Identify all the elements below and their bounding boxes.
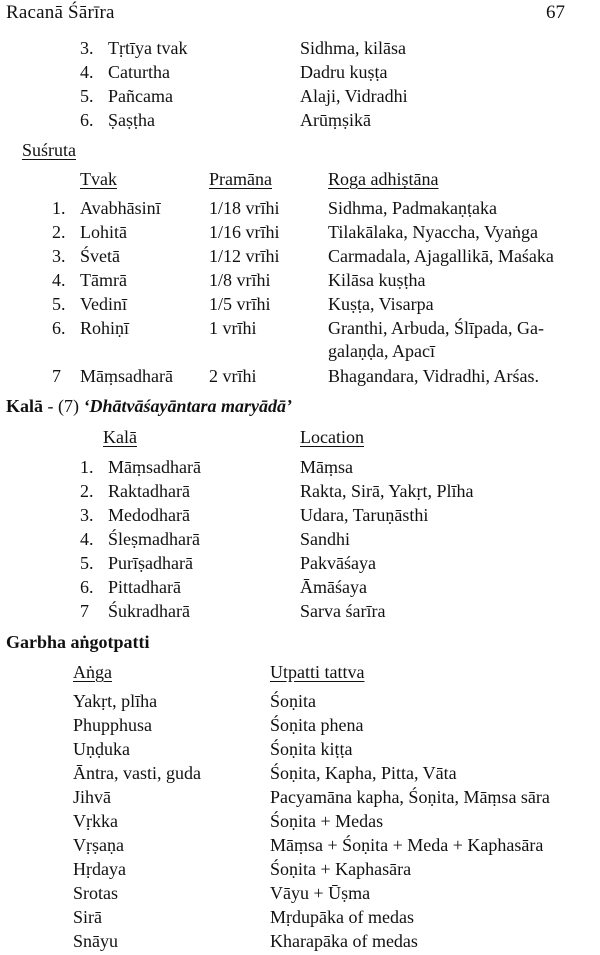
row-kala: Medodharā (108, 505, 190, 525)
row-tattva: Śoṇita + Medas (270, 811, 384, 831)
row-roga: Bhagandara, Vidradhi, Arśas. (328, 366, 540, 386)
row-tvak: Śvetā (80, 246, 120, 266)
row-number: 1. (52, 198, 66, 218)
list-item-name: Caturtha (108, 62, 170, 82)
list-item-number: 6. (80, 110, 94, 130)
row-pramana: 1 vrīhi (209, 318, 257, 338)
list-item-value: Dadru kuṣṭa (300, 62, 388, 82)
row-anga: Jihvā (73, 787, 111, 807)
list-item-name: Ṣaṣṭha (108, 110, 155, 130)
row-number: 5. (80, 553, 94, 573)
row-tattva: Śoṇita (270, 691, 317, 711)
row-tattva: Śoṇita + Kaphasāra (270, 859, 412, 879)
row-anga: Vṛṣaṇa (73, 835, 124, 855)
row-anga: Phupphusa (73, 715, 153, 735)
row-roga: Kilāsa kuṣṭha (328, 270, 426, 290)
row-location: Āmāśaya (300, 577, 367, 597)
row-number: 5. (52, 294, 66, 314)
row-tattva: Māṃsa + Śoṇita + Meda + Kaphasāra (270, 835, 544, 855)
column-header-location: Location (300, 427, 364, 447)
row-pramana: 1/16 vrīhi (209, 222, 280, 242)
list-item-number: 5. (80, 86, 94, 106)
row-location: Udara, Taruṇāsthi (300, 505, 429, 525)
row-tvak: Māṃsadharā (80, 366, 173, 386)
row-anga: Vṛkka (73, 811, 118, 831)
garbha-heading: Garbha aṅgotpatti (6, 632, 150, 652)
row-number: 2. (52, 222, 66, 242)
row-anga: Āntra, vasti, guda (73, 763, 201, 783)
row-kala: Māṃsadharā (108, 457, 201, 477)
column-header-anga: Aṅga (73, 662, 112, 682)
list-item-name: Pañcama (108, 86, 173, 106)
row-roga: Granthi, Arbuda, Ślīpada, Ga- (328, 318, 544, 338)
row-tattva: Vāyu + Ūṣma (270, 883, 371, 903)
row-location: Sarva śarīra (300, 601, 386, 621)
row-kala: Raktadharā (108, 481, 190, 501)
row-number: 6. (52, 318, 66, 338)
page-number: 67 (546, 2, 565, 23)
row-tattva: Śoṇita, Kapha, Pitta, Vāta (270, 763, 457, 783)
row-kala: Śukradharā (108, 601, 190, 621)
column-header-pramana: Pramāna (209, 169, 272, 189)
row-roga: Tilakālaka, Nyaccha, Vyaṅga (328, 222, 538, 242)
row-anga: Yakṛt, plīha (73, 691, 158, 711)
row-tattva: Śoṇita phena (270, 715, 364, 735)
row-tattva: Śoṇita kiṭṭa (270, 739, 353, 759)
column-header-utpatti: Utpatti tattva (270, 662, 365, 682)
row-pramana: 1/5 vrīhi (209, 294, 271, 314)
row-pramana: 1/12 vrīhi (209, 246, 280, 266)
susruta-heading: Suśruta (22, 140, 76, 160)
row-pramana: 2 vrīhi (209, 366, 257, 386)
kala-heading (6, 395, 292, 417)
row-anga: Srotas (73, 883, 118, 903)
column-header-tvak: Tvak (80, 169, 117, 189)
row-tvak: Rohiṇī (80, 318, 130, 338)
row-number: 4. (80, 529, 94, 549)
row-number: 3. (52, 246, 66, 266)
row-anga: Hṛdaya (73, 859, 126, 879)
row-number: 6. (80, 577, 94, 597)
kala-heading-bold: Kalā (6, 396, 44, 416)
list-item-value: Alaji, Vidradhi (300, 86, 408, 106)
row-number: 4. (52, 270, 66, 290)
row-roga: Carmadala, Ajagallikā, Maśaka (328, 246, 554, 266)
row-tattva: Kharapāka of medas (270, 931, 418, 951)
row-number: 1. (80, 457, 94, 477)
row-roga: Kuṣṭa, Visarpa (328, 294, 434, 314)
list-item-value: Arūṃṣikā (300, 110, 371, 130)
row-tvak: Avabhāsinī (80, 198, 161, 218)
kala-heading-italic: ‘Dhātvāśayāntara maryādā’ (83, 396, 292, 416)
list-item-value: Sidhma, kilāsa (300, 38, 406, 58)
row-roga-continued: galaṇḍa, Apacī (328, 341, 435, 361)
list-item-name: Tṛtīya tvak (108, 38, 188, 58)
row-location: Sandhi (300, 529, 351, 549)
row-number: 3. (80, 505, 94, 525)
running-title: Racanā Śārīra (6, 2, 115, 23)
column-header-roga: Roga adhiṣtāna (328, 169, 439, 189)
row-tvak: Lohitā (80, 222, 127, 242)
row-kala: Pittadharā (108, 577, 181, 597)
row-tattva: Mṛdupāka of medas (270, 907, 414, 927)
row-kala: Śleṣmadharā (108, 529, 200, 549)
row-location: Pakvāśaya (300, 553, 376, 573)
row-anga: Snāyu (73, 931, 118, 951)
row-tvak: Vedinī (80, 294, 127, 314)
row-anga: Sirā (73, 907, 102, 927)
row-number: 2. (80, 481, 94, 501)
row-number: 7 (80, 601, 89, 621)
row-kala: Purīṣadharā (108, 553, 193, 573)
row-location: Rakta, Sirā, Yakṛt, Plīha (300, 481, 474, 501)
list-item-number: 3. (80, 38, 94, 58)
row-pramana: 1/18 vrīhi (209, 198, 280, 218)
column-header-kala: Kalā (103, 427, 137, 447)
row-number: 7 (52, 366, 61, 386)
row-pramana: 1/8 vrīhi (209, 270, 271, 290)
list-item-number: 4. (80, 62, 94, 82)
row-roga: Sidhma, Padmakaṇṭaka (328, 198, 497, 218)
row-location: Māṃsa (300, 457, 353, 477)
row-anga: Uṇḍuka (73, 739, 130, 759)
row-tvak: Tāmrā (80, 270, 127, 290)
row-tattva: Pacyamāna kapha, Śoṇita, Māṃsa sāra (270, 787, 550, 807)
kala-heading-count: - (7) (43, 396, 84, 416)
